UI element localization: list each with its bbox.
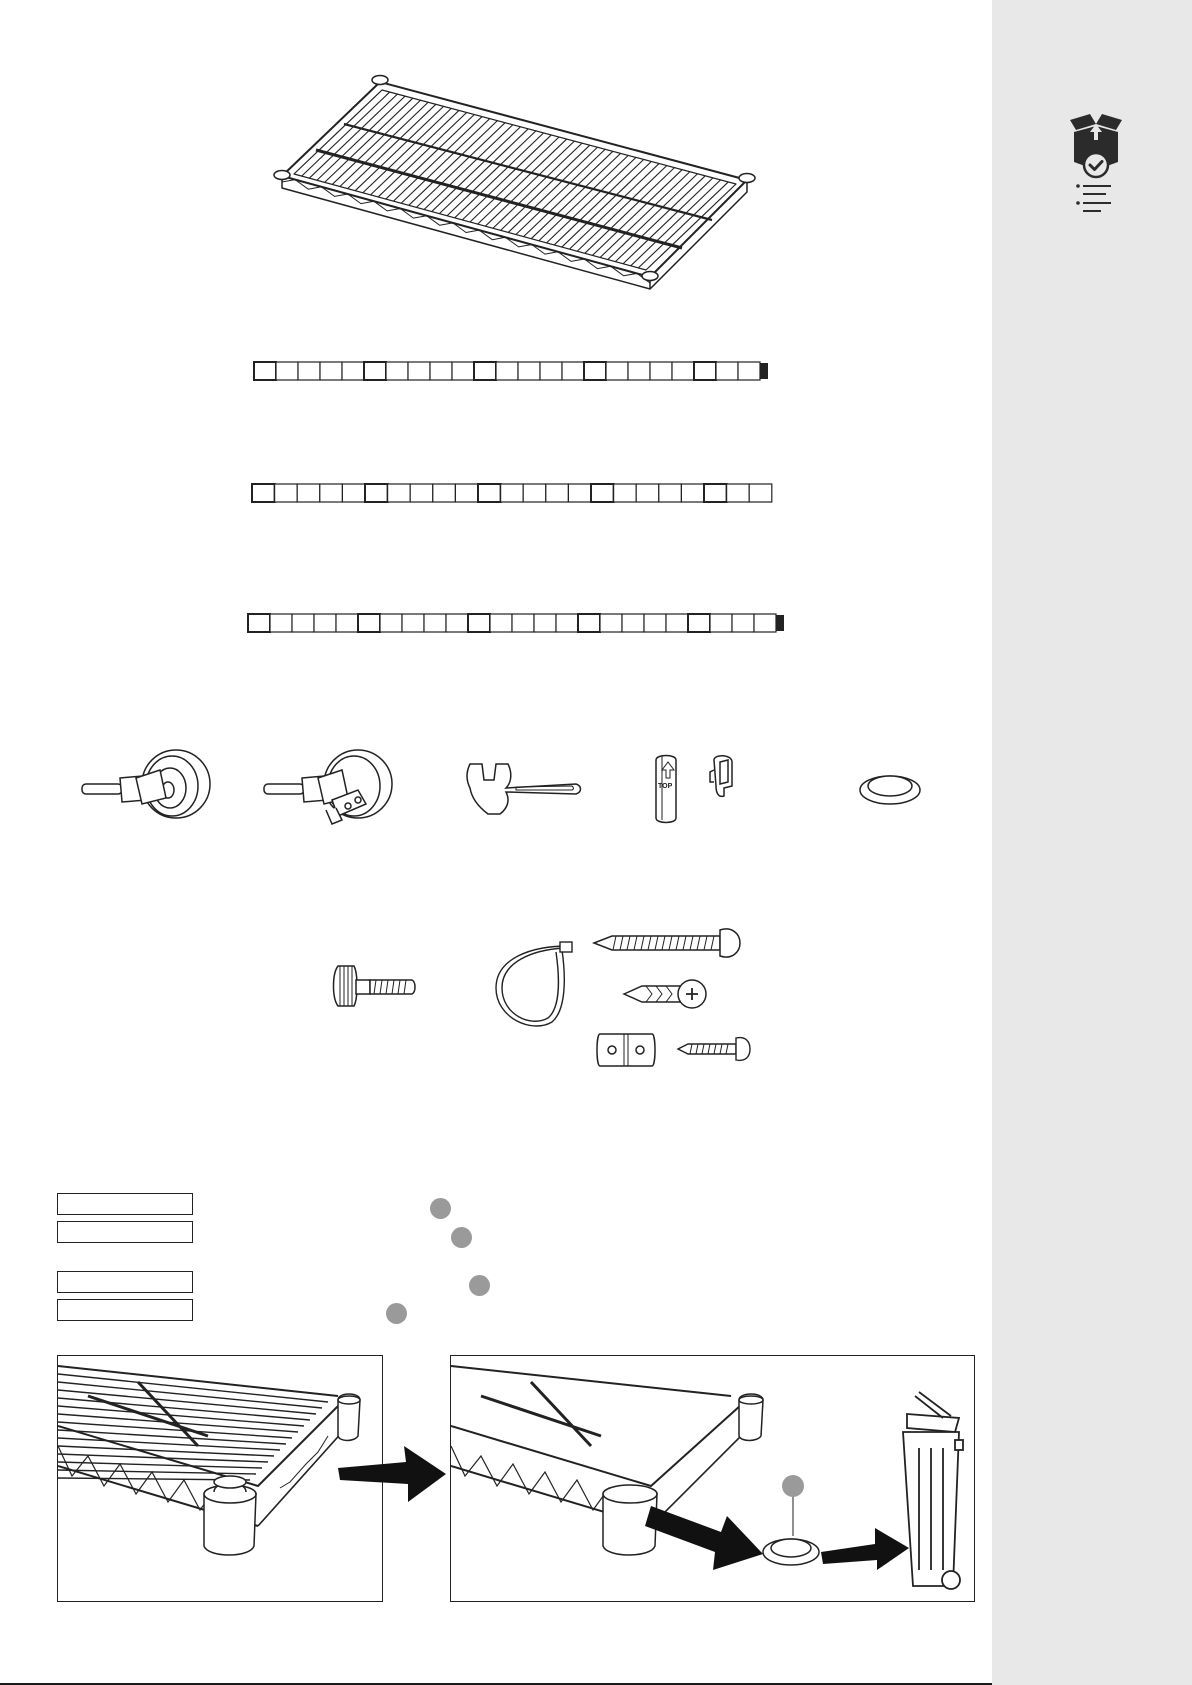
post-with-foot: [252, 358, 782, 384]
sidebar: [992, 0, 1192, 1685]
caster-icon: [80, 748, 215, 823]
anchor-icon: [622, 976, 712, 1012]
part-badge: [469, 1275, 490, 1296]
cable-tie-icon: [492, 938, 582, 1038]
part-badge: [451, 1227, 472, 1248]
arrow-right-icon: [336, 1444, 448, 1504]
post-with-foot-long: [246, 610, 786, 636]
screw-icon: [592, 922, 742, 964]
round-cap-icon: [856, 768, 926, 808]
shelf-corner-with-sleeve-icon: [58, 1356, 383, 1602]
clip-label: TOP: [658, 783, 673, 790]
screw-icon: [676, 1034, 752, 1064]
part-badge: [430, 1198, 451, 1219]
locking-caster-icon: [262, 748, 402, 828]
leveling-bolt-icon: [330, 958, 420, 1014]
wrench-icon: [460, 758, 580, 818]
legend-box-3: [57, 1271, 193, 1293]
part-badge: [386, 1303, 407, 1324]
split-sleeve-icon: [652, 752, 782, 824]
legend-box-1: [57, 1193, 193, 1215]
step-before-panel: [57, 1355, 383, 1602]
package-checklist-icon: [1056, 110, 1136, 220]
legend-box-2: [57, 1221, 193, 1243]
remove-cap-and-discard-icon: [451, 1356, 975, 1602]
bracket-icon: [594, 1032, 658, 1068]
wire-shelf-icon: [270, 70, 760, 290]
legend-box-4: [57, 1299, 193, 1321]
post-plain: [250, 480, 780, 506]
step-after-panel: [450, 1355, 975, 1602]
